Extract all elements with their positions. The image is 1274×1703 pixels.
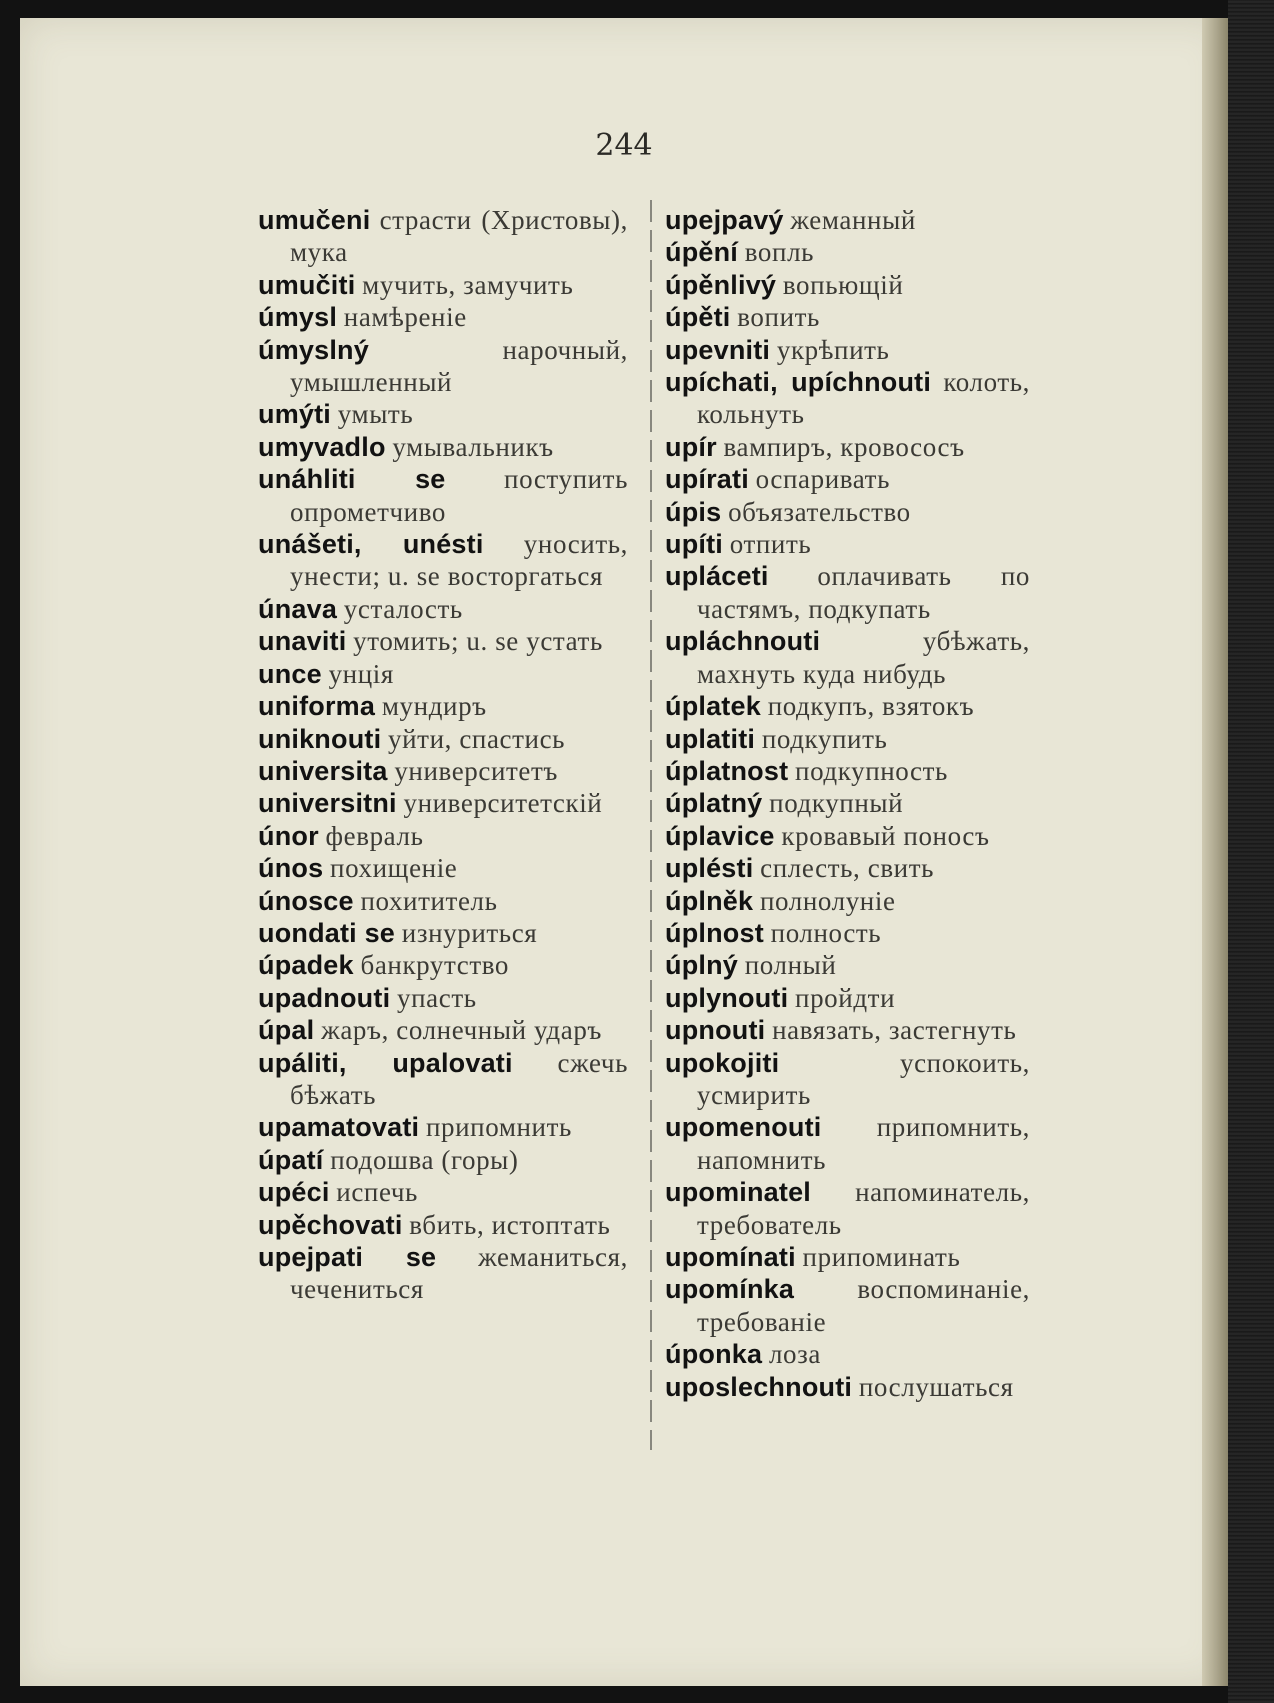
dictionary-entry <box>258 723 628 755</box>
entry-definition: страсти (Христовы), мука <box>290 205 628 268</box>
entry-headword: úplnost <box>665 917 764 948</box>
entry-headword: úpis <box>665 496 722 527</box>
entry-headword: únor <box>258 820 319 851</box>
entry-definition: университетскій <box>403 788 603 819</box>
entry-definition: похищеніе <box>330 853 458 884</box>
entry-headword: únosce <box>258 885 354 916</box>
dictionary-entry <box>258 398 628 430</box>
dictionary-entry <box>665 1273 1030 1338</box>
entry-definition: умывальникъ <box>392 431 554 462</box>
entry-headword: úpěnlivý <box>665 269 777 300</box>
dictionary-entry <box>258 1047 628 1112</box>
dictionary-entry <box>665 1338 1030 1370</box>
dictionary-entry <box>665 1111 1030 1176</box>
dictionary-entry <box>665 236 1030 268</box>
entry-definition: припомнить <box>425 1112 572 1143</box>
entry-headword: úplatek <box>665 691 761 722</box>
entry-definition: успокоить, усмирить <box>697 1047 1030 1110</box>
dictionary-entry <box>665 723 1030 755</box>
entry-definition: лоза <box>768 1339 821 1370</box>
entry-definition: оспаривать <box>755 464 890 495</box>
entry-definition: усталость <box>343 593 463 624</box>
entry-headword: upadnouti <box>258 982 391 1013</box>
entry-headword: unce <box>258 658 322 689</box>
dictionary-entry <box>258 949 628 981</box>
dictionary-entry <box>258 885 628 917</box>
dictionary-entry <box>665 366 1030 431</box>
entry-headword: upéci <box>258 1177 330 1208</box>
entry-headword: úpadek <box>258 950 354 981</box>
dictionary-entry <box>258 593 628 625</box>
entry-headword: umýti <box>258 399 332 430</box>
entry-definition: изнуриться <box>401 917 538 948</box>
entry-headword: uondati se <box>258 917 396 948</box>
entry-headword: upominatel <box>665 1177 812 1208</box>
entry-headword: upomenouti <box>665 1112 822 1143</box>
entry-definition: убѣжать, махнуть куда нибудь <box>697 626 1030 689</box>
entry-definition: жеманиться, чечениться <box>290 1242 628 1305</box>
dictionary-entry <box>665 560 1030 625</box>
dictionary-entry <box>258 1014 628 1046</box>
entry-definition: испечь <box>336 1177 418 1208</box>
entry-headword: upáliti, upalovati <box>258 1047 513 1078</box>
dictionary-entry <box>665 301 1030 333</box>
entry-definition: колоть, кольнуть <box>697 367 1030 430</box>
entry-headword: universita <box>258 755 388 786</box>
entry-headword: unášeti, unésti <box>258 529 484 560</box>
entry-definition: унція <box>328 658 394 689</box>
dictionary-entry <box>258 690 628 722</box>
entry-definition: умыть <box>337 399 414 430</box>
dictionary-entry <box>665 1371 1030 1403</box>
dictionary-entry <box>665 496 1030 528</box>
entry-definition: подкупъ, взятокъ <box>767 691 975 722</box>
dictionary-entry <box>258 1241 628 1306</box>
entry-definition: подкупить <box>761 723 888 754</box>
dictionary-entry <box>665 431 1030 463</box>
entry-definition: подкупный <box>769 788 904 819</box>
entry-headword: upír <box>665 431 717 462</box>
dictionary-entry <box>665 1176 1030 1241</box>
dictionary-entry <box>665 204 1030 236</box>
dictionary-entry <box>258 204 628 269</box>
dictionary-entry <box>665 269 1030 301</box>
entry-headword: umučeni <box>258 205 371 235</box>
dictionary-entry <box>258 463 628 528</box>
entry-headword: upomínka <box>665 1274 795 1305</box>
page-binding-edge <box>1202 18 1228 1686</box>
entry-headword: úponka <box>665 1339 763 1370</box>
entry-headword: úplatnost <box>665 755 789 786</box>
entry-headword: úpal <box>258 1015 315 1046</box>
entry-definition: укрѣпить <box>776 334 890 365</box>
dictionary-entry <box>665 1014 1030 1046</box>
entry-headword: upejpati se <box>258 1242 437 1272</box>
entry-definition: кровавый поносъ <box>781 820 990 851</box>
dictionary-entry <box>665 820 1030 852</box>
entry-definition: напоминатель, требователь <box>697 1177 1030 1240</box>
entry-headword: universitni <box>258 788 397 819</box>
entry-definition: банкрутство <box>360 950 509 981</box>
entry-headword: umučiti <box>258 269 356 300</box>
entry-headword: upěchovati <box>258 1209 403 1240</box>
entry-headword: unaviti <box>258 626 347 657</box>
entry-headword: upíchati, upíchnouti <box>665 367 932 398</box>
dictionary-entry <box>258 1111 628 1143</box>
entry-definition: намѣреніе <box>343 302 467 333</box>
entry-headword: uplatiti <box>665 723 756 754</box>
dictionary-entry <box>258 1209 628 1241</box>
entry-headword: úpatí <box>258 1144 324 1175</box>
entry-definition: вампиръ, кровососъ <box>723 431 965 462</box>
entry-headword: úmyslný <box>258 334 369 365</box>
entry-definition: сжечь бѣжать <box>290 1047 628 1110</box>
entry-definition: поступить опрометчиво <box>290 464 628 527</box>
dictionary-entry <box>258 1144 628 1176</box>
dictionary-entry <box>665 755 1030 787</box>
entry-definition: мундиръ <box>381 691 487 722</box>
entry-definition: послушаться <box>858 1371 1014 1402</box>
entry-definition: объязательство <box>728 496 911 527</box>
entry-definition: вопьющій <box>782 269 904 300</box>
entry-headword: upnouti <box>665 1015 766 1046</box>
entry-definition: вбить, истоптать <box>409 1209 611 1240</box>
dictionary-entry <box>665 334 1030 366</box>
entry-headword: únos <box>258 853 324 884</box>
entry-definition: похититель <box>360 885 498 916</box>
entry-headword: upírati <box>665 464 749 495</box>
right-column <box>665 204 1030 1403</box>
entry-definition: вопль <box>744 237 815 268</box>
entry-definition: жаръ, солнечный ударъ <box>321 1015 602 1046</box>
entry-definition: отпить <box>729 529 812 560</box>
entry-definition: утомить; u. se устать <box>353 626 603 657</box>
entry-headword: úplněk <box>665 885 754 916</box>
dictionary-entry <box>258 755 628 787</box>
column-divider <box>650 200 652 1450</box>
dictionary-entry <box>665 1241 1030 1273</box>
dictionary-entry <box>665 852 1030 884</box>
dictionary-entry <box>665 528 1030 560</box>
entry-headword: unáhliti se <box>258 464 446 495</box>
entry-definition: припоминать <box>802 1242 961 1272</box>
entry-definition: уйти, спастись <box>388 723 566 754</box>
dictionary-entry <box>665 949 1030 981</box>
dictionary-entry <box>665 917 1030 949</box>
entry-definition: упасть <box>397 982 477 1013</box>
entry-headword: upejpavý <box>665 205 784 235</box>
entry-definition: припомнить, напомнить <box>697 1112 1030 1175</box>
page-number: 244 <box>595 128 653 163</box>
entry-headword: upomínati <box>665 1242 796 1272</box>
dictionary-entry <box>665 690 1030 722</box>
entry-headword: upevniti <box>665 334 771 365</box>
entry-definition: подошва (горы) <box>330 1144 519 1175</box>
entry-definition: оплачивать по частямъ, подкупать <box>697 561 1030 624</box>
entry-definition: навязать, застегнуть <box>772 1015 1017 1046</box>
dictionary-entry <box>258 269 628 301</box>
entry-headword: upíti <box>665 529 723 560</box>
dictionary-entry <box>665 625 1030 690</box>
entry-headword: uplynouti <box>665 982 789 1013</box>
entry-definition: воспоминаніе, требованіе <box>697 1274 1030 1337</box>
dictionary-entry <box>665 982 1030 1014</box>
entry-headword: upláceti <box>665 561 769 592</box>
entry-headword: uplésti <box>665 853 754 884</box>
entry-definition: нарочный, умышленный <box>290 334 628 398</box>
dictionary-entry <box>665 463 1030 495</box>
entry-headword: umyvadlo <box>258 431 386 462</box>
entry-headword: úpěti <box>665 302 731 333</box>
dictionary-entry <box>258 820 628 852</box>
dictionary-entry <box>258 334 628 399</box>
entry-headword: upamatovati <box>258 1112 420 1143</box>
dictionary-entry <box>665 787 1030 819</box>
dictionary-entry <box>258 625 628 657</box>
dictionary-entry <box>665 1047 1030 1112</box>
entry-definition: уносить, унести; u. se восторгаться <box>290 529 629 592</box>
dictionary-entry <box>258 787 628 819</box>
entry-headword: úmysl <box>258 302 338 333</box>
dictionary-entry <box>258 658 628 690</box>
entry-headword: uniforma <box>258 691 376 722</box>
entry-headword: úplatný <box>665 788 763 819</box>
dictionary-entry <box>258 301 628 333</box>
entry-headword: úplavice <box>665 820 775 851</box>
left-column <box>258 204 628 1306</box>
entry-headword: uposlechnouti <box>665 1371 853 1402</box>
entry-definition: подкупность <box>795 755 948 786</box>
entry-headword: uniknouti <box>258 723 382 754</box>
entry-headword: úplný <box>665 950 738 981</box>
dictionary-entry <box>258 917 628 949</box>
dictionary-entry <box>258 1176 628 1208</box>
entry-definition: полнолуніе <box>759 885 896 916</box>
dictionary-entry <box>258 982 628 1014</box>
entry-definition: полность <box>770 917 882 948</box>
entry-headword: únava <box>258 593 338 624</box>
dictionary-entry <box>258 431 628 463</box>
dictionary-entry <box>258 852 628 884</box>
dictionary-entry <box>258 528 628 593</box>
entry-definition: вопить <box>737 302 820 333</box>
entry-headword: upokojiti <box>665 1047 780 1078</box>
entry-headword: úpění <box>665 237 738 268</box>
entry-definition: февраль <box>325 820 424 851</box>
entry-definition: жеманный <box>790 205 916 235</box>
book-edge <box>1228 0 1274 1703</box>
entry-definition: мучить, замучить <box>362 269 574 300</box>
entry-definition: пройдти <box>795 982 896 1013</box>
entry-definition: полный <box>744 950 837 981</box>
entry-headword: upláchnouti <box>665 626 821 657</box>
dictionary-entry <box>665 885 1030 917</box>
entry-definition: сплесть, свить <box>760 853 935 884</box>
entry-definition: университетъ <box>394 755 558 786</box>
